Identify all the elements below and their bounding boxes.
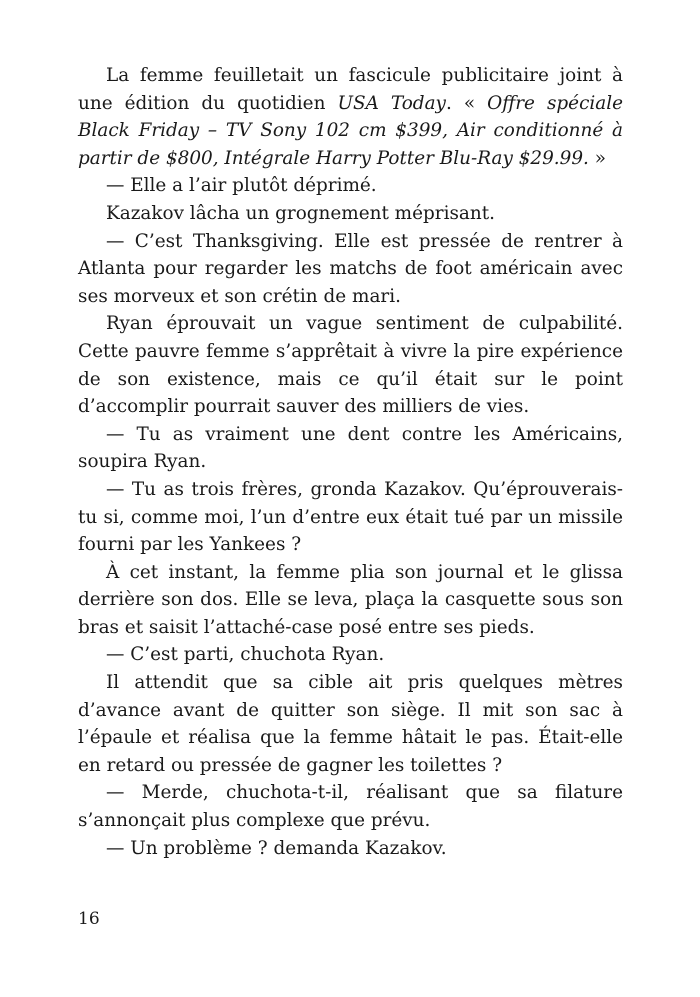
paragraph-4: — C’est Thanksgiving. Elle est pressée de rentrer à Atlanta pour regarder les matchs de foot américain avec ses morveux et son crétin de mari.: [78, 230, 623, 307]
paragraph-3: Kazakov lâcha un grognement méprisant.: [106, 202, 495, 224]
paragraph-2: — Elle a l’air plutôt déprimé.: [106, 175, 377, 197]
paragraph-11: — Merde, chuchota-t-il, réalisant que sa filature s’annonçait plus complexe que prévu.: [78, 782, 623, 832]
paragraph-1: [78, 62, 623, 172]
paragraph-1-text-2: . «: [445, 92, 488, 114]
paragraph-9: — C’est parti, chuchota Ryan.: [106, 644, 385, 666]
newspaper-title: USA Today: [337, 92, 446, 114]
paragraph-1-text-3: »: [588, 147, 607, 169]
page-number: 16: [78, 909, 100, 929]
page-body: [78, 62, 623, 862]
paragraph-7: — Tu as trois frères, gronda Kazakov. Qu’éprouverais-tu si, comme moi, l’un d’entre eux était tué par un missile fourni par les Yankees ?: [78, 478, 623, 556]
paragraph-1-text-1: La femme feuilletait un fascicule publicitaire joint à une édition du quotidien: [78, 65, 623, 114]
paragraph-10: Il attendit que sa cible ait pris quelques mètres d’avance avant de quitter son siège. Il mit son sac à l’épaule et réalisa que la femme hâtait le pas. Était-elle en retard ou pressée de gagner les toilettes ?: [78, 672, 623, 776]
paragraph-5: Ryan éprouvait un vague sentiment de culpabilité. Cette pauvre femme s’apprêtait à vivre la pire expérience de son existence, mais ce qu’il était sur le point d’accomplir pourrait sauver des milliers de vies.: [78, 313, 623, 418]
paragraph-12: — Un problème ? demanda Kazakov.: [106, 837, 447, 859]
paragraph-6: — Tu as vraiment une dent contre les Américains, soupira Ryan.: [78, 423, 623, 473]
advertisement-quote: Offre spéciale Black Friday – TV Sony 102 cm $399, Air conditionné à partir de $800, Intégrale Harry Potter Blu-Ray $29.99.: [78, 92, 623, 169]
paragraph-8: À cet instant, la femme plia son journal et le glissa derrière son dos. Elle se leva, plaça la casquette sous son bras et saisit l’attaché-case posé entre ses pieds.: [78, 561, 623, 638]
